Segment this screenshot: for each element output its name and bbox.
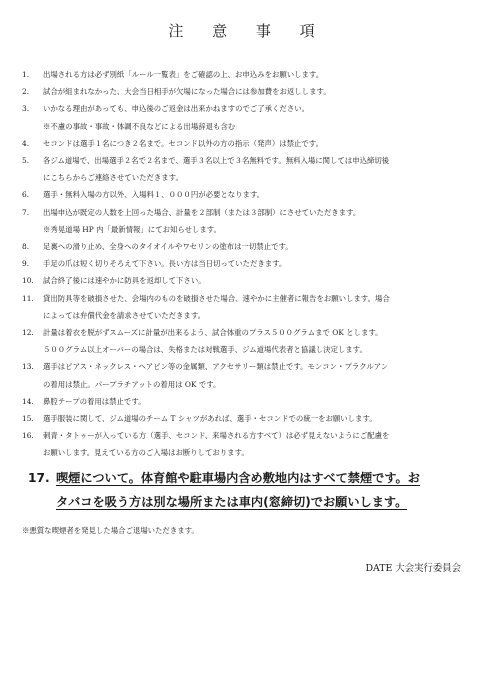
smoking-footnote: ※悪質な喫煙者を発見した場合ご退場いただきます。 xyxy=(22,526,199,535)
notice-item-text: 選手服装に関して、ジム道場のチーム T シャツがあれば、選手・セコンドでの統一をお願いします。 xyxy=(43,414,377,424)
notice-item-number: 16. xyxy=(22,431,34,441)
notice-item-text: 貸出防具等を破損させた、会場内のものを破損させた場合、速やかに主催者に報告をお願いします。場合 xyxy=(43,293,390,303)
smoking-notice-number: 17. xyxy=(28,471,50,485)
notice-item-text: 選手はピアス・ネックレス・ヘアピン等の金属類、アクセサリー類は禁止です。モンコン・プラクルアン xyxy=(43,362,389,372)
notice-item-number: 15. xyxy=(22,414,34,424)
notice-item xyxy=(22,410,482,427)
notice-item-text: 選手・無料入場の方以外、入場料１、０００円が必要となります。 xyxy=(43,190,265,200)
notice-item-number: 4. xyxy=(22,138,30,148)
notice-item-text: 足裏への滑り止め、全身へのタイオイルやワセリンの塗布は一切禁止です。 xyxy=(43,242,293,252)
notice-item-text: 計量は着衣を脱がずスムーズに計量が出来るよう、試合体重のプラス５００グラムまで OK とします。 xyxy=(43,328,383,338)
notice-item-text: セコンドは選手１名につき２名まで。セコンド以外の方の指示（発声）は禁止です。 xyxy=(43,138,323,148)
notice-item xyxy=(22,393,482,410)
notice-item-number: 7. xyxy=(22,207,30,217)
notice-item-number: 6. xyxy=(22,190,30,200)
smoking-notice xyxy=(28,466,478,514)
notice-item xyxy=(22,358,482,375)
notice-item-continuation: にこちらからご連絡させていただきます。 xyxy=(43,173,183,183)
notice-item-number: 11. xyxy=(22,293,34,303)
notice-item-number: 2. xyxy=(22,87,30,97)
notice-item-number: 14. xyxy=(22,396,34,406)
smoking-notice-text-2: タバコを吸う方は別な場所または車内(窓締切)でお願いします。 xyxy=(56,495,408,509)
notice-item-text: 手足の爪は短く切りそろえて下さい。長い方は当日切っていただきます。 xyxy=(43,259,287,269)
page-title: 注 意 事 項 xyxy=(168,22,327,40)
notice-item-number: 1. xyxy=(22,70,30,79)
notice-item xyxy=(22,290,482,307)
notice-item xyxy=(22,100,482,117)
notice-item xyxy=(22,204,482,221)
notice-item xyxy=(22,186,482,203)
notice-item-number: 9. xyxy=(22,259,30,269)
notice-item-continuation: ※秀晃道場 HP 内「最新情報」にてお知らせします。 xyxy=(43,224,221,234)
notice-item-number: 13. xyxy=(22,362,34,372)
notice-item xyxy=(22,66,482,83)
notice-list xyxy=(22,66,482,462)
notice-item xyxy=(22,255,482,272)
notice-item-text: 出場される方は必ず別紙「ルール一覧表」をご確認の上、お申込みをお願いします。 xyxy=(43,70,324,79)
notice-item-number: 12. xyxy=(22,328,34,338)
notice-item-text: 各ジム道場で、出場選手２名で２名まで、選手３名以上で３名無料です。無料入場に関しては申込締切後 xyxy=(43,156,390,166)
notice-item xyxy=(22,135,482,152)
notice-item-text: 試合終了後には速やかに防具を返却して下さい。 xyxy=(43,276,206,286)
notice-item xyxy=(22,324,482,341)
notice-item-text: 刺青・タトゥーが入っている方（選手、セコンド、来場される方すべて）は必ず見えないようにご配慮を xyxy=(43,431,390,441)
smoking-notice-text-1: 喫煙について。体育館や駐車場内含め敷地内はすべて禁煙です。お xyxy=(56,471,420,485)
notice-item-number: 10. xyxy=(22,276,34,286)
notice-item xyxy=(22,83,482,100)
notice-item xyxy=(22,238,482,255)
notice-item-text: 試合が組まれなかった、大会当日相手が欠場になった場合には参加費をお返しします。 xyxy=(43,87,331,97)
notice-item xyxy=(22,152,482,169)
notice-item-continuation: ※不慮の事故・事故・体調不良などによる出場辞退も含む xyxy=(43,121,236,131)
notice-item-continuation: によっては弁償代金を請求させていただきます。 xyxy=(43,310,206,320)
notice-item-continuation: の着用は禁止。パープラチアットの着用は OK です。 xyxy=(43,379,221,389)
smoking-notice-line-2 xyxy=(28,490,478,514)
smoking-notice-line-1 xyxy=(28,466,478,490)
notice-item xyxy=(22,427,482,444)
notice-item-text: 出場申込が既定の人数を上回った場合、計量を２部制（または３部制）にさせていただきます。 xyxy=(43,207,361,217)
notice-item-number: 5. xyxy=(22,156,30,166)
organizer-signature: DATE 大会実行委員会 xyxy=(365,563,461,574)
notice-item xyxy=(22,272,482,289)
notice-item-continuation: ５００グラム以上オーバーの場合は、失格または対戦選手、ジム道場代表者と協議し決定します。 xyxy=(43,345,367,355)
notice-item-continuation: お願いします。見えている方のご入場はお断りしております。 xyxy=(43,448,249,458)
notice-item-number: 8. xyxy=(22,242,30,252)
notice-item-text: 鼻腔テープの着用は禁止です。 xyxy=(43,396,146,406)
notice-item-text: いかなる理由があっても、申込後のご返金は出来かねますのでご了承ください。 xyxy=(43,104,309,114)
notice-item-number: 3. xyxy=(22,104,30,114)
